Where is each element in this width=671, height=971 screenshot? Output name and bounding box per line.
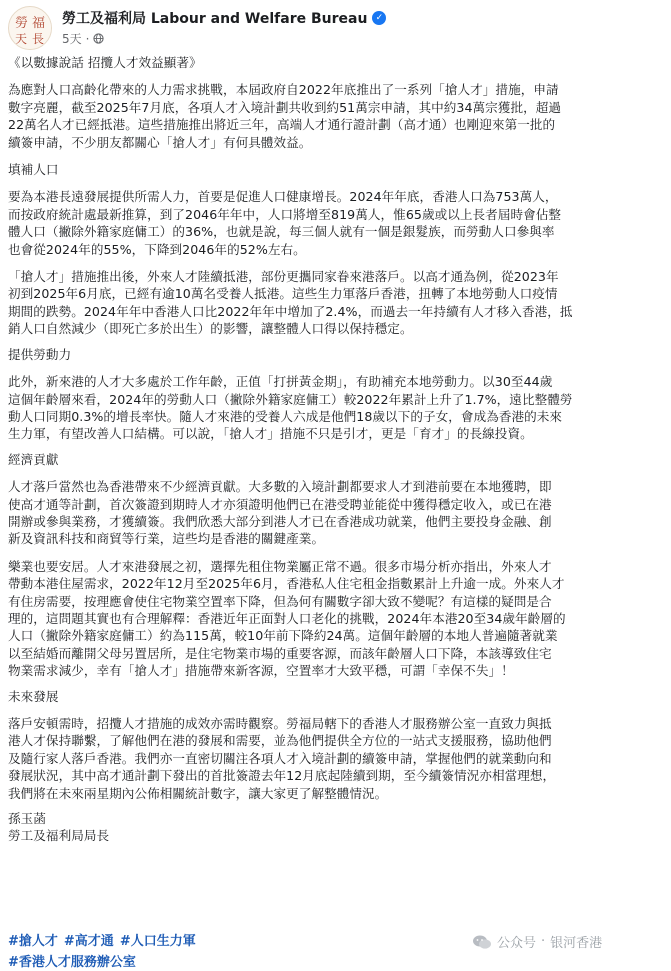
hashtag-row-2 [8,951,136,970]
post-timestamp[interactable]: 5天 [62,32,82,46]
svg-text:福: 福 [32,16,46,31]
text-line: 帶動本港住屋需求，2022年12月至2025年6月，香港私人住宅租金指數累計上升逾一成。外來人才 [8,576,565,592]
text-line: 數字亮麗，截至2025年7月底，各項人才入境計劃共收到約51萬宗申請，其中約34萬宗獲批，超過 [8,99,562,115]
text-line: 也會從2024年的55%，下降到2046年的52%左右。 [8,241,306,257]
paragraph [8,268,663,338]
post-body [8,54,663,845]
text-line: 我們將在未來兩星期內公佈相關統計數字，讓大家更了解整體情況。 [8,785,388,801]
globe-icon[interactable] [93,33,104,44]
text-line: 動人口同期0.3%的增長率快。隨人才來港的受養人六成是他們18歲以下的子女，會成為香港的未來 [8,408,563,424]
text-line: 新及資訊科技和商貿等行業，這些均是香港的關鍵產業。 [8,531,325,547]
text-line: 開辦或參與業務，才獲續簽。我們欣悉大部分到港人才已在香港成功就業，他們主要投身金融、創 [8,513,552,529]
post-header [8,6,663,50]
hashtag-link[interactable]: #人口生力軍 [119,934,196,949]
signature-name: 孫玉菡 [8,811,46,827]
avatar-logo-icon [9,7,52,50]
text-line: 樂業也要安居。人才來港發展之初，選擇先租住物業屬正常不過。很多市場分析亦指出，外來人才 [8,558,552,574]
text-line: 物業需求減少，幸有「搶人才」措施帶來新客源，空置率才大致平穩，可謂「幸保不失」！ [8,663,514,679]
text-line: 這個年齡層來看，2024年的勞動人口（撇除外籍家庭傭工）較2022年累計上升了1.7%，遠比整體勞 [8,391,573,407]
paragraph [8,478,663,548]
text-line: 22萬名人才已經抵港。這些措施推出將近三年，高端人才通行證計劃（高才通）也剛迎來第一批的 [8,117,556,133]
svg-text:天: 天 [15,32,28,46]
text-line: 理的，這問題其實也有合理解釋：香港近年正面對人口老化的挑戰，2024年本港20至34歲年齡層的 [8,610,566,626]
text-line: 落戶安頓需時，招攬人才措施的成效亦需時觀察。勞福局轄下的香港人才服務辦公室一直致力與抵 [8,716,552,731]
verified-check-icon: ✓ [372,11,386,25]
text-line: 體人口（撇除外籍家庭傭工）的36%，也就是說，每三個人就有一個是銀髮族，而勞動人口參與率 [8,224,555,240]
post-meta [62,30,104,47]
text-line: 人才落戶當然也為香港帶來不少經濟貢獻。大多數的入境計劃都要求人才到港前要在本地獲聘，即 [8,479,552,495]
paragraph [8,373,663,443]
text-line: 人口（撇除外籍家庭傭工）約為115萬，較10年前下降約24萬。這個年齡層的本地人普遍隨著就業 [8,628,558,644]
svg-text:長: 長 [32,32,45,46]
text-line: 發展狀況，其中高才通計劃下發出的首批簽證去年12月底起陸續到期，至今續簽情況亦相當理想， [8,768,556,784]
section-heading: 經濟貢獻 [8,451,59,467]
paragraph-intro [8,81,663,151]
hashtag-link[interactable]: #高才通 [63,934,114,949]
paragraph [8,558,663,680]
text-line: 銷人口自然減少（即死亡多於出生）的影響，讓整體人口得以保持穩定。 [8,321,413,337]
wechat-icon [472,934,492,950]
text-line: 此外，新來港的人才大多處於工作年齡，正值「打拼黃金期」，有助補充本地勞動力。以30至44歲 [8,374,553,390]
text-line: 期間的跌勢。2024年年中香港人口比2022年年中增加了2.4%，而過去一年持續有人才移入香港，抵 [8,303,573,319]
signature-title: 勞工及福利局局長 [8,828,110,844]
text-line: 續簽申請，不少朋友都關心「搶人才」有何具體效益。 [8,134,312,150]
meta-separator: · [85,31,90,46]
section-heading: 填補人口 [8,162,59,178]
text-line: 及隨行家人落戶香港。我們亦一直密切關注各項人才入境計劃的續簽申請，掌握他們的就業動向和 [8,750,552,766]
watermark-separator: · [541,934,546,949]
text-line: 有住房需要，按理應會使住宅物業空置率下降，但為何有關數字卻大致不變呢？有這樣的疑問是合 [8,593,552,609]
text-line: 為應對人口高齡化帶來的人力需求挑戰，本屆政府自2022年底推出了一系列「搶人才」措施，申請 [8,82,559,98]
paragraph [8,188,663,258]
text-line: 生力軍，有望改善人口結構。可以說，「搶人才」措施不只是引才，更是「育才」的長線投資。 [8,426,533,442]
watermark-source: 公众号 [497,936,537,951]
text-line: 要為本港長遠發展提供所需人力，首要是促進人口健康增長。2024年年底，香港人口為753萬人， [8,189,558,205]
section-heading: 提供勞動力 [8,346,72,362]
hashtag-link[interactable]: #搶人才 [8,934,58,949]
page-name-link[interactable]: 勞工及福利局 Labour and Welfare Bureau [62,11,368,27]
text-line: 初到2025年6月底，已經有逾10萬名受養人抵港。這些生力軍落戶香港，扭轉了本地勞動人口疫情 [8,286,558,302]
text-line: 以至結婚而離開父母另置居所，是住宅物業市場的重要客源，而該年齡層人口下降，本該導致住宅 [8,645,552,661]
page-name-row [62,8,386,28]
paragraph [8,715,663,802]
post-title: 《以數據說話 招攬人才效益顯著》 [8,55,202,70]
text-line: 使高才通等計劃，首次簽證到期時人才亦須證明他們已在港受聘並能從中獲得穩定收入，或已在港 [8,496,552,512]
hashtag-link[interactable]: #香港人才服務辦公室 [8,955,136,970]
page-avatar[interactable] [8,6,52,50]
wechat-watermark [472,932,602,951]
text-line: 港人才保持聯繫，了解他們在港的發展和需要，並為他們提供全方位的一站式支援服務，協助他們 [8,733,552,749]
section-heading: 未來發展 [8,688,59,704]
watermark-account: 银河香港 [550,936,603,951]
text-line: 而按政府統計處最新推算，到了2046年年中，人口將增至819萬人，惟65歲或以上長者屆時會佔整 [8,206,562,222]
text-line: 「搶人才」措施推出後，外來人才陸續抵港，部份更攜同家眷來港落戶。以高才通為例，從2023年 [8,269,559,285]
svg-text:勞: 勞 [15,16,29,31]
hashtag-row [8,932,428,951]
